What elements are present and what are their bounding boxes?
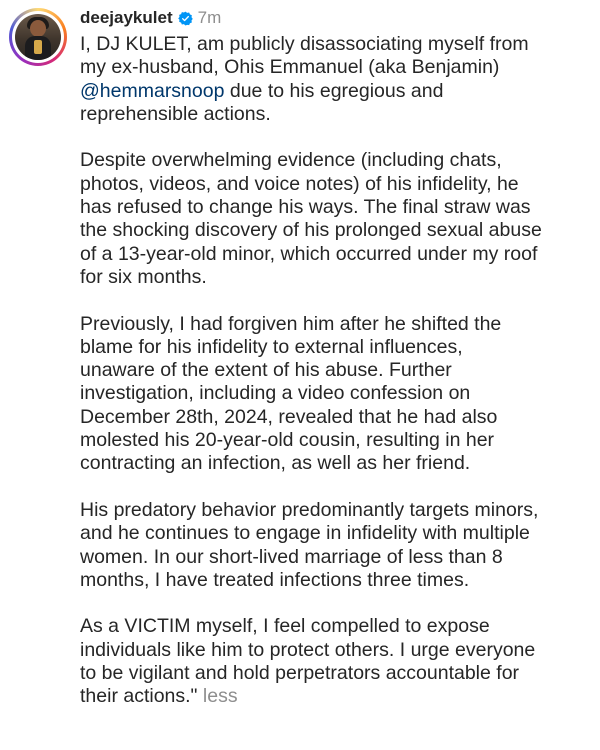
caption-line: and he continues to engage in infidelity with multiple	[80, 522, 530, 545]
caption-line: Despite overwhelming evidence (including chats,	[80, 149, 502, 172]
caption-line: for six months.	[80, 265, 207, 288]
caption-line: blame for his infidelity to external influences,	[80, 335, 463, 358]
caption-line: reprehensible actions.	[80, 102, 271, 125]
caption-text	[80, 33, 592, 709]
caption-line-text: their actions."	[80, 685, 198, 708]
caption-line: photos, videos, and voice notes) of his infidelity, he	[80, 172, 519, 195]
caption-paragraph-4	[80, 499, 592, 592]
caption-line: Previously, I had forgiven him after he shifted the	[80, 312, 502, 335]
caption-line-last	[80, 685, 592, 708]
avatar-accent	[34, 40, 42, 54]
caption-line: months, I have treated infections three times.	[80, 568, 470, 591]
caption-line: unaware of the extent of his abuse. Further	[80, 359, 452, 382]
caption-line: women. In our short-lived marriage of less than 8	[80, 545, 503, 568]
caption-line: molested his 20-year-old cousin, resulting in her	[80, 429, 495, 452]
caption-line: to be vigilant and hold perpetrators accountable for	[80, 662, 520, 685]
caption-line: has refused to change his ways. The final straw was	[80, 196, 531, 219]
caption-line: contracting an infection, as well as her friend.	[80, 452, 471, 475]
post-timestamp: 7m	[197, 8, 222, 27]
caption-line: the shocking discovery of his prolonged sexual abuse	[80, 219, 542, 242]
username-link[interactable]: deejaykulet	[80, 8, 173, 27]
caption-line: investigation, including a video confession on	[80, 382, 471, 405]
mention-link[interactable]: @hemmarsnoop	[80, 79, 225, 102]
caption-line-rest: due to his egregious and	[224, 79, 444, 102]
caption-line: I, DJ KULET, am publicly disassociating myself from	[80, 33, 529, 55]
caption-paragraph-2	[80, 149, 592, 289]
avatar[interactable]	[9, 8, 67, 66]
caption-line: individuals like him to protect others. I urge everyone	[80, 638, 536, 661]
avatar-head	[30, 20, 46, 37]
verified-badge-icon	[178, 11, 193, 26]
caption-paragraph-1	[80, 33, 592, 126]
caption-line: of a 13-year-old minor, which occurred under my roof	[80, 242, 538, 265]
caption-line: As a VICTIM myself, I feel compelled to expose	[80, 615, 490, 638]
less-link[interactable]: less	[202, 685, 238, 708]
post-header	[80, 6, 221, 30]
avatar-ring-gap	[12, 11, 64, 63]
caption-paragraph-5	[80, 615, 592, 708]
caption-paragraph-3	[80, 313, 592, 476]
caption-line: December 28th, 2024, revealed that he had also	[80, 405, 498, 428]
caption-line-with-mention	[80, 80, 592, 103]
avatar-photo	[15, 14, 61, 60]
caption-line: His predatory behavior predominantly targets minors,	[80, 498, 539, 521]
caption-line: my ex-husband, Ohis Emmanuel (aka Benjamin)	[80, 56, 500, 79]
